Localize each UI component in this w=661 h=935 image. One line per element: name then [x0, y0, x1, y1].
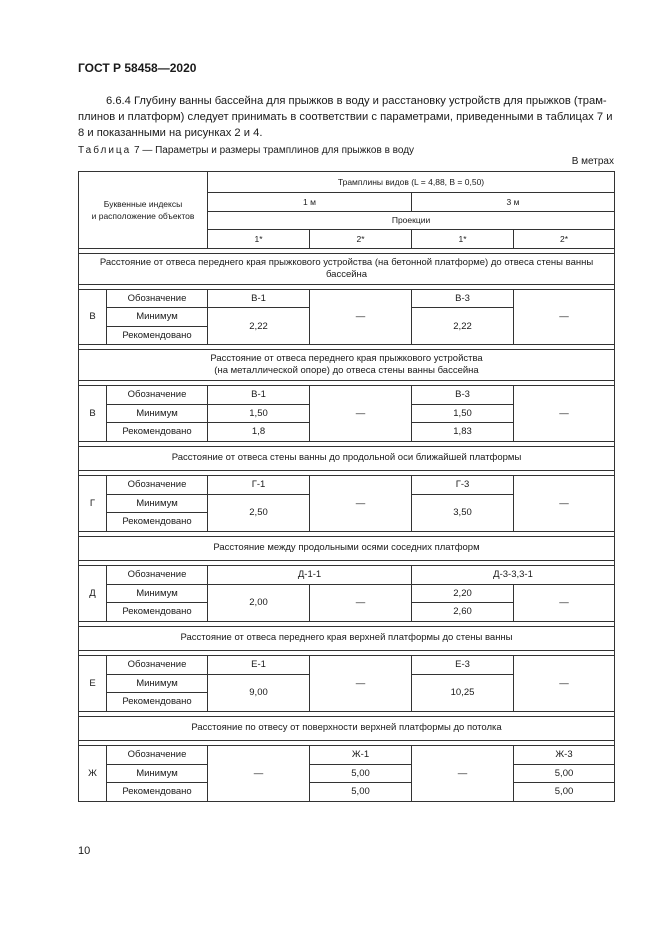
projection-header: 1* — [412, 230, 514, 249]
cell-value: 1,83 — [412, 423, 514, 442]
units-label: В метрах — [571, 156, 614, 167]
row-label-minimum: Минимум — [107, 494, 208, 513]
table-header-row — [79, 172, 615, 193]
cell-value: Е-3 — [412, 656, 514, 675]
cell-dash: — — [514, 386, 615, 442]
springboards-header — [208, 172, 615, 193]
height-1m-header: 1 м — [208, 193, 412, 212]
cell-value: Ж-3 — [514, 746, 615, 765]
row-header-cell — [79, 172, 208, 249]
cell-value: В-1 — [208, 386, 310, 405]
row-label-designation: Обозначение — [107, 656, 208, 675]
table-row — [79, 386, 615, 405]
cell-value: В-3 — [412, 289, 514, 308]
cell-value: Г-1 — [208, 476, 310, 495]
cell-value: В-1 — [208, 289, 310, 308]
cell-value: 5,00 — [514, 783, 615, 802]
section-title: Расстояние от отвеса переднего края верхней платформы до стены ванны — [79, 626, 615, 651]
cell-value: Г-3 — [412, 476, 514, 495]
row-label-recommended: Рекомендовано — [107, 783, 208, 802]
cell-value: 1,8 — [208, 423, 310, 442]
cell-value: 9,00 — [208, 674, 310, 711]
section-title: Расстояние от отвеса переднего края прыжкового устройства (на бетонной платформе) до отвеса стены ванны бассейна — [79, 253, 615, 284]
section-title-row — [79, 536, 615, 561]
row-label-minimum: Минимум — [107, 674, 208, 693]
cell-value: 2,60 — [412, 603, 514, 622]
cell-value: 1,50 — [412, 404, 514, 423]
section-title-row — [79, 716, 615, 741]
paragraph-line: 6.6.4 Глубину ванны бассейна для прыжков в воду и расстановку устройств для прыжков (трам- — [106, 95, 607, 107]
cell-value: Д-3-3,3-1 — [412, 566, 615, 585]
projections-header: Проекции — [208, 211, 615, 230]
section-letter: Д — [79, 566, 107, 622]
row-header-line: Буквенные индексы — [103, 198, 183, 209]
section-title: Расстояние между продольными осями соседних платформ — [79, 536, 615, 561]
cell-dash: — — [208, 746, 310, 802]
section-title: Расстояние от отвеса стены ванны до продольной оси ближайшей платформы — [79, 446, 615, 471]
cell-value: 2,00 — [208, 584, 310, 621]
cell-value: 5,00 — [310, 783, 412, 802]
table-row — [79, 656, 615, 675]
cell-value: 10,25 — [412, 674, 514, 711]
page-number: 10 — [78, 845, 91, 857]
cell-value: Ж-1 — [310, 746, 412, 765]
table-row — [79, 566, 615, 585]
cell-value: 5,00 — [514, 764, 615, 783]
projection-header: 1* — [208, 230, 310, 249]
row-label-designation: Обозначение — [107, 746, 208, 765]
cell-dash: — — [514, 289, 615, 345]
cell-value: Е-1 — [208, 656, 310, 675]
cell-dash: — — [310, 476, 412, 532]
row-label-recommended: Рекомендовано — [107, 513, 208, 532]
row-label-minimum: Минимум — [107, 584, 208, 603]
section-title: Расстояние по отвесу от поверхности верхней платформы до потолка — [79, 716, 615, 741]
cell-dash: — — [310, 656, 412, 712]
row-label-minimum: Минимум — [107, 308, 208, 327]
height-3m-header: 3 м — [412, 193, 615, 212]
cell-value: В-3 — [412, 386, 514, 405]
cell-dash: — — [412, 746, 514, 802]
table-caption-label: Таблица — [78, 145, 132, 156]
projection-header: 2* — [310, 230, 412, 249]
section-letter: Г — [79, 476, 107, 532]
row-label-recommended: Рекомендовано — [107, 326, 208, 345]
paragraph-line: плинов и платформ) следует принимать в соответствии с параметрами, приведенными в таблицах 7 и — [78, 111, 613, 123]
row-label-recommended: Рекомендовано — [107, 693, 208, 712]
projection-header: 2* — [514, 230, 615, 249]
section-letter: Е — [79, 656, 107, 712]
cell-dash: — — [514, 476, 615, 532]
cell-dash: — — [310, 386, 412, 442]
table-caption-number: 7 — [134, 145, 140, 156]
table-row — [79, 584, 615, 603]
row-label-designation: Обозначение — [107, 386, 208, 405]
paragraph-line: 8 и показанными на рисунках 2 и 4. — [78, 127, 263, 139]
row-label-recommended: Рекомендовано — [107, 603, 208, 622]
row-label-minimum: Минимум — [107, 764, 208, 783]
section-title-line: Расстояние от отвеса переднего края прыжкового устройства — [210, 353, 483, 364]
cell-dash: — — [310, 584, 412, 621]
cell-value: 2,20 — [412, 584, 514, 603]
table-row — [79, 764, 615, 783]
cell-dash: — — [310, 289, 412, 345]
table-caption — [78, 145, 414, 156]
cell-value: 1,50 — [208, 404, 310, 423]
cell-value: 2,22 — [412, 308, 514, 345]
row-header-line: и расположение объектов — [91, 210, 195, 221]
springboards-label: Трамплины видов (L = 4,88, B = 0,50) — [337, 177, 485, 187]
paragraph-6-6-4 — [78, 93, 616, 141]
parameters-table — [78, 171, 615, 802]
cell-value: Д-1-1 — [208, 566, 412, 585]
row-label-designation: Обозначение — [107, 566, 208, 585]
table-row — [79, 289, 615, 308]
section-title-row — [79, 446, 615, 471]
cell-value: 5,00 — [310, 764, 412, 783]
row-label-designation: Обозначение — [107, 289, 208, 308]
table-row — [79, 746, 615, 765]
section-letter: Ж — [79, 746, 107, 802]
cell-value: 2,22 — [208, 308, 310, 345]
table-row — [79, 783, 615, 802]
table-caption-title: — Параметры и размеры трамплинов для прыжков в воду — [142, 145, 415, 156]
cell-value: 2,50 — [208, 494, 310, 531]
section-letter: В — [79, 289, 107, 345]
standard-header: ГОСТ Р 58458—2020 — [78, 61, 197, 75]
section-title-row — [79, 626, 615, 651]
section-letter: В — [79, 386, 107, 442]
section-title — [79, 350, 615, 381]
cell-value: 3,50 — [412, 494, 514, 531]
section-title-line: (на металлической опоре) до отвеса стены ванны бассейна — [214, 365, 479, 376]
cell-dash: — — [514, 584, 615, 621]
row-label-minimum: Минимум — [107, 404, 208, 423]
cell-dash: — — [514, 656, 615, 712]
row-label-recommended: Рекомендовано — [107, 423, 208, 442]
section-title-row — [79, 350, 615, 381]
section-title-row — [79, 253, 615, 284]
row-label-designation: Обозначение — [107, 476, 208, 495]
table-row — [79, 476, 615, 495]
